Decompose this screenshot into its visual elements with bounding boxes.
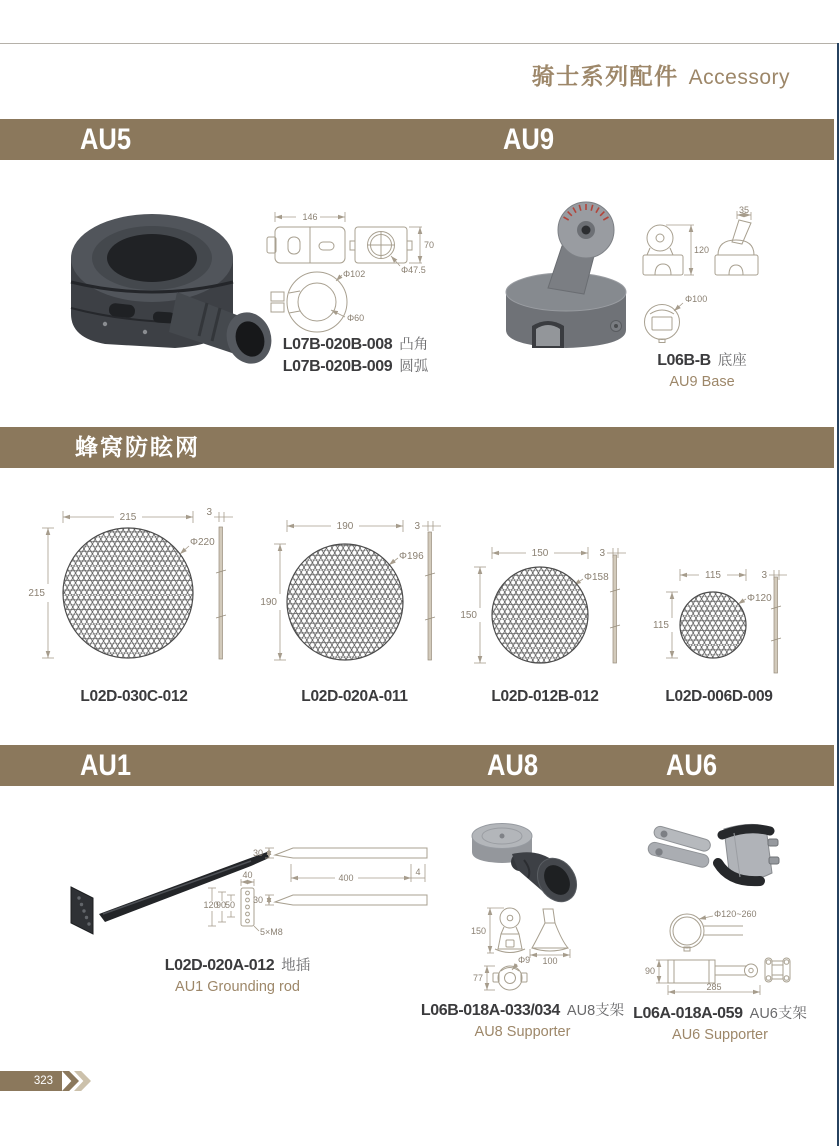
au9-product-row [622, 350, 782, 372]
au8-name-en: AU8 Supporter [474, 1024, 571, 1040]
au6-name-en: AU6 Supporter [672, 1027, 768, 1043]
dim-mesh3-diameter: Φ158 [584, 572, 609, 583]
page-header [532, 58, 790, 91]
au6-product-photo [648, 815, 790, 903]
au9-dial-head [558, 202, 614, 258]
mesh3-thickness-bar [610, 555, 620, 663]
dim-au9-top-width: 35 [738, 205, 750, 215]
dim-au1-tip-width: 4 [415, 867, 421, 877]
mesh4-honeycomb [680, 592, 746, 658]
mesh1-label [28, 688, 240, 706]
dim-mesh3-size-left: 150 [460, 610, 477, 621]
dim-mesh1-size-top: 215 [119, 512, 137, 523]
mesh1-thickness-bar [216, 527, 226, 659]
au1-name-en: AU1 Grounding rod [175, 979, 300, 995]
au6-arms [647, 825, 712, 869]
section-band-mesh [0, 427, 834, 468]
au9-labels [622, 350, 782, 393]
au5-views [267, 227, 412, 332]
dim-mesh2-size-left: 190 [260, 597, 277, 608]
dim-au5-hole: Φ47.5 [401, 265, 426, 275]
dim-mesh1-thickness: 3 [206, 507, 212, 518]
au5-technical-drawing [263, 200, 445, 334]
au1-name-cn: 地插 [281, 958, 311, 974]
dim-mesh3-size-top: 150 [531, 548, 549, 559]
au6-labels [620, 1003, 820, 1046]
dim-mesh1-diameter: Φ220 [190, 537, 215, 548]
dim-au8-height: 150 [470, 926, 486, 936]
au6-views [668, 914, 790, 983]
dim-au5-width: 146 [302, 212, 318, 222]
au8-technical-drawing [460, 903, 610, 1002]
au6-technical-drawing [643, 903, 801, 1000]
au6-product-row [620, 1003, 820, 1025]
dim-au1-tip-bottom: 30 [252, 895, 263, 905]
au5-product-row-1 [258, 334, 453, 356]
section-band-au5-au9 [0, 119, 834, 160]
chevron-icon [62, 1071, 79, 1091]
au9-name-cn: 底座 [717, 353, 747, 369]
mesh4-code: L02D-006D-009 [665, 688, 773, 705]
dim-au1-plate-h2: 90 [215, 900, 227, 910]
mesh2-thickness-bar [425, 532, 435, 660]
mesh2-code: L02D-020A-011 [301, 688, 408, 705]
au1-plate [71, 887, 93, 934]
dim-au6-length: 285 [706, 982, 722, 992]
mesh-drawing-3 [460, 522, 630, 678]
dim-au8-base: 77 [472, 973, 483, 983]
mesh-drawing-1 [28, 498, 240, 676]
mesh-drawing-2 [262, 502, 447, 674]
dim-au8-hole: Φ9 [518, 955, 531, 965]
mesh4-label [640, 688, 798, 706]
dim-au5-height: 70 [424, 240, 435, 250]
mesh4-thickness-bar [771, 577, 781, 673]
dim-au1-tip-top: 30 [252, 848, 263, 858]
series-title-cn: 骑士系列配件 [531, 63, 679, 89]
au5-product-photo [57, 186, 275, 371]
dim-mesh2-size-top: 190 [336, 521, 354, 532]
dim-au1-length: 400 [338, 873, 354, 883]
dim-mesh4-diameter: Φ120 [747, 593, 772, 604]
dim-mesh1-size-left: 215 [28, 588, 45, 599]
mesh3-honeycomb [492, 567, 588, 663]
au1-product-row [135, 955, 340, 977]
au9-views [643, 220, 758, 343]
au8-name-cn: AU8支架 [566, 1003, 625, 1019]
dim-au5-outer: Φ102 [343, 269, 366, 279]
section-title-au9: AU9 [503, 123, 555, 156]
au8-code: L06B-018A-033/034 [420, 1002, 560, 1019]
mesh2-label [262, 688, 447, 706]
dim-mesh4-thickness: 3 [761, 570, 767, 581]
au6-code: L06A-018A-059 [633, 1005, 743, 1022]
au5-labels [258, 334, 453, 378]
top-rule [0, 43, 838, 44]
mesh1-code: L02D-030C-012 [80, 688, 188, 705]
dim-au9-base-diameter: Φ100 [685, 294, 708, 304]
au9-product-photo [498, 190, 638, 362]
au9-dimension-lines [666, 211, 751, 311]
dim-mesh3-thickness: 3 [599, 548, 605, 559]
au9-technical-drawing [633, 207, 805, 339]
section-title-au5: AU5 [80, 123, 132, 156]
section-title-mesh: 蜂窝防眩网 [75, 434, 200, 460]
dim-au6-height: 90 [644, 966, 655, 976]
mesh1-honeycomb [63, 528, 193, 658]
au9-code: L06B-B [657, 352, 711, 369]
au1-technical-drawing [195, 838, 445, 940]
dim-au9-height: 120 [694, 245, 710, 255]
au5-name-1: 凸角 [399, 337, 429, 353]
mesh-drawing-4 [640, 548, 798, 696]
dim-au1-holes: 5×M8 [260, 927, 283, 937]
dim-au1-plate-h3: 50 [224, 900, 236, 910]
series-title-en: Accessory [688, 66, 790, 89]
au9-name-en: AU9 Base [669, 374, 735, 390]
dim-au8-mouth: 100 [542, 956, 558, 966]
au5-dimension-lines [275, 212, 422, 317]
au5-name-2: 圆弧 [399, 359, 429, 375]
au8-product-row [420, 1000, 625, 1022]
au8-product-photo [460, 812, 595, 907]
section-title-au8: AU8 [487, 749, 539, 782]
au1-labels [135, 955, 340, 998]
au8-labels [420, 1000, 625, 1043]
dim-mesh2-diameter: Φ196 [399, 551, 424, 562]
au6-clamp [718, 824, 779, 881]
dim-au1-plate-h1: 120 [203, 900, 219, 910]
mesh3-code: L02D-012B-012 [491, 688, 599, 705]
au8-cone [511, 851, 584, 909]
section-band-au1-au8-au6 [0, 745, 834, 786]
au8-views [493, 908, 568, 990]
dim-au5-inner: Φ60 [347, 313, 365, 323]
dim-mesh4-size-left: 115 [653, 620, 669, 631]
mesh2-honeycomb [287, 544, 403, 660]
page-number-badge: 323 [0, 1071, 62, 1091]
mesh3-label [460, 688, 630, 706]
dim-mesh4-size-top: 115 [705, 570, 721, 581]
au5-code-2: L07B-020B-009 [282, 358, 393, 375]
section-title-au6: AU6 [666, 749, 718, 782]
dim-au1-plate-width: 40 [242, 870, 253, 880]
au6-name-cn: AU6支架 [749, 1006, 807, 1022]
au1-views [241, 848, 427, 926]
page-right-border [837, 43, 839, 1146]
dim-mesh2-thickness: 3 [414, 521, 420, 532]
au5-product-row-2 [258, 356, 453, 378]
dim-au6-clamp-range: Φ120~260 [714, 909, 757, 919]
au5-code-1: L07B-020B-008 [282, 336, 393, 353]
au1-code: L02D-020A-012 [164, 957, 275, 974]
section-title-au1: AU1 [80, 749, 132, 782]
